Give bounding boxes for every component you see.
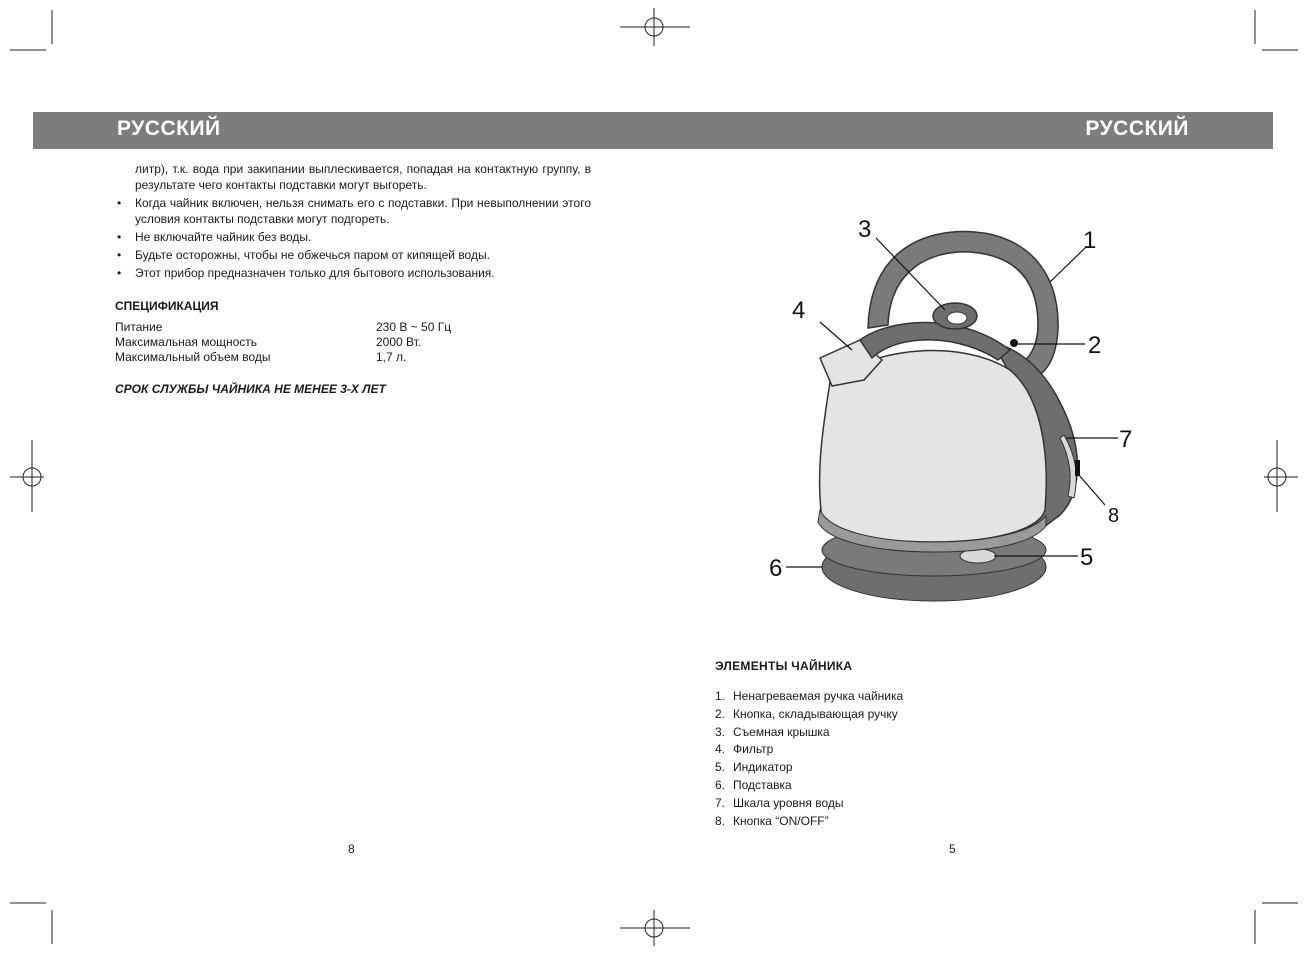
list-item [115, 265, 591, 281]
header-title-left: РУССКИЙ [117, 117, 221, 140]
list-item [115, 247, 591, 263]
list-item [115, 195, 591, 227]
bullet-icon: • [117, 230, 122, 244]
callout-label-5: 5 [1080, 544, 1094, 571]
bullet-icon: • [117, 196, 122, 210]
item-number: 4. [715, 742, 726, 757]
item-text: Подставка [733, 777, 792, 792]
header-title-right: РУССКИЙ [1085, 117, 1189, 140]
item-number: 6. [715, 777, 726, 792]
spec-label: Питание [115, 320, 163, 334]
continuation-paragraph: литр), т.к. вода при закипании выплескивается, попадая на контактную группу, в результате чего контакты подставки могут выгореть. [135, 162, 591, 192]
spec-label: Максимальный объем воды [115, 350, 271, 364]
list-item [715, 813, 903, 831]
page-number-left: 8 [348, 842, 355, 856]
spec-value: 2000 Вт. [376, 335, 422, 349]
item-number: 7. [715, 795, 726, 810]
page-number-right: 5 [949, 842, 956, 856]
elements-heading: ЭЛЕМЕНТЫ ЧАЙНИКА [715, 659, 853, 673]
spec-table [115, 320, 515, 365]
spec-label: Максимальная мощность [115, 335, 258, 349]
callout-label-3: 3 [858, 216, 872, 243]
bullet-text: Когда чайник включен, нельзя снимать его с подставки. При невыполнении этого условия контакты подставки могут подгореть. [135, 196, 591, 226]
spec-value: 1,7 л. [376, 350, 407, 364]
item-number: 2. [715, 706, 726, 721]
item-number: 1. [715, 689, 726, 703]
item-text: Шкала уровня воды [733, 795, 844, 810]
language-header-bar [33, 112, 1273, 149]
item-text: Кнопка “ON/OFF” [733, 813, 829, 828]
callout-label-8: 8 [1108, 505, 1120, 527]
list-item [115, 229, 591, 245]
callout-line-4 [820, 322, 852, 350]
elements-list [715, 688, 903, 830]
item-text: Фильтр [733, 742, 774, 757]
spec-heading: СПЕЦИФИКАЦИЯ [115, 299, 219, 313]
list-item [715, 795, 903, 813]
callout-label-1: 1 [1083, 227, 1097, 254]
safety-instructions [115, 161, 591, 283]
item-number: 3. [715, 724, 726, 739]
item-text: Индикатор [733, 760, 793, 775]
callout-label-6: 6 [769, 555, 783, 582]
bullet-text: Этот прибор предназначен только для бытового использования. [135, 266, 495, 280]
list-item [715, 688, 903, 706]
bullet-text: Не включайте чайник без воды. [135, 230, 312, 244]
handle-fold-button [1010, 339, 1018, 347]
bullet-text: Будьте осторожны, чтобы не обжечься паром от кипящей воды. [135, 248, 490, 262]
list-item [715, 777, 903, 795]
callout-line-8 [1078, 474, 1105, 505]
callout-line-1 [1050, 248, 1085, 282]
item-text: Ненагреваемая ручка чайника [733, 689, 904, 703]
list-item [715, 724, 903, 742]
list-item [715, 759, 903, 777]
item-number: 5. [715, 760, 726, 775]
spec-row [115, 335, 515, 350]
service-life-note: СРОК СЛУЖБЫ ЧАЙНИКА НЕ МЕНЕЕ 3-Х ЛЕТ [115, 382, 386, 396]
spec-value: 230 В ~ 50 Гц [376, 320, 452, 334]
callout-label-2: 2 [1088, 332, 1102, 359]
bullet-icon: • [117, 248, 122, 262]
bullet-icon: • [117, 266, 122, 280]
spec-row [115, 320, 515, 335]
kettle-diagram [760, 210, 1160, 620]
item-number: 8. [715, 813, 726, 828]
list-item [715, 741, 903, 759]
on-off-switch [1075, 460, 1080, 476]
list-item [715, 706, 903, 724]
item-text: Кнопка, складывающая ручку [733, 706, 898, 721]
callout-label-7: 7 [1119, 426, 1133, 453]
callout-label-4: 4 [792, 297, 806, 324]
item-text: Съемная крышка [733, 724, 830, 739]
spec-row [115, 350, 515, 365]
